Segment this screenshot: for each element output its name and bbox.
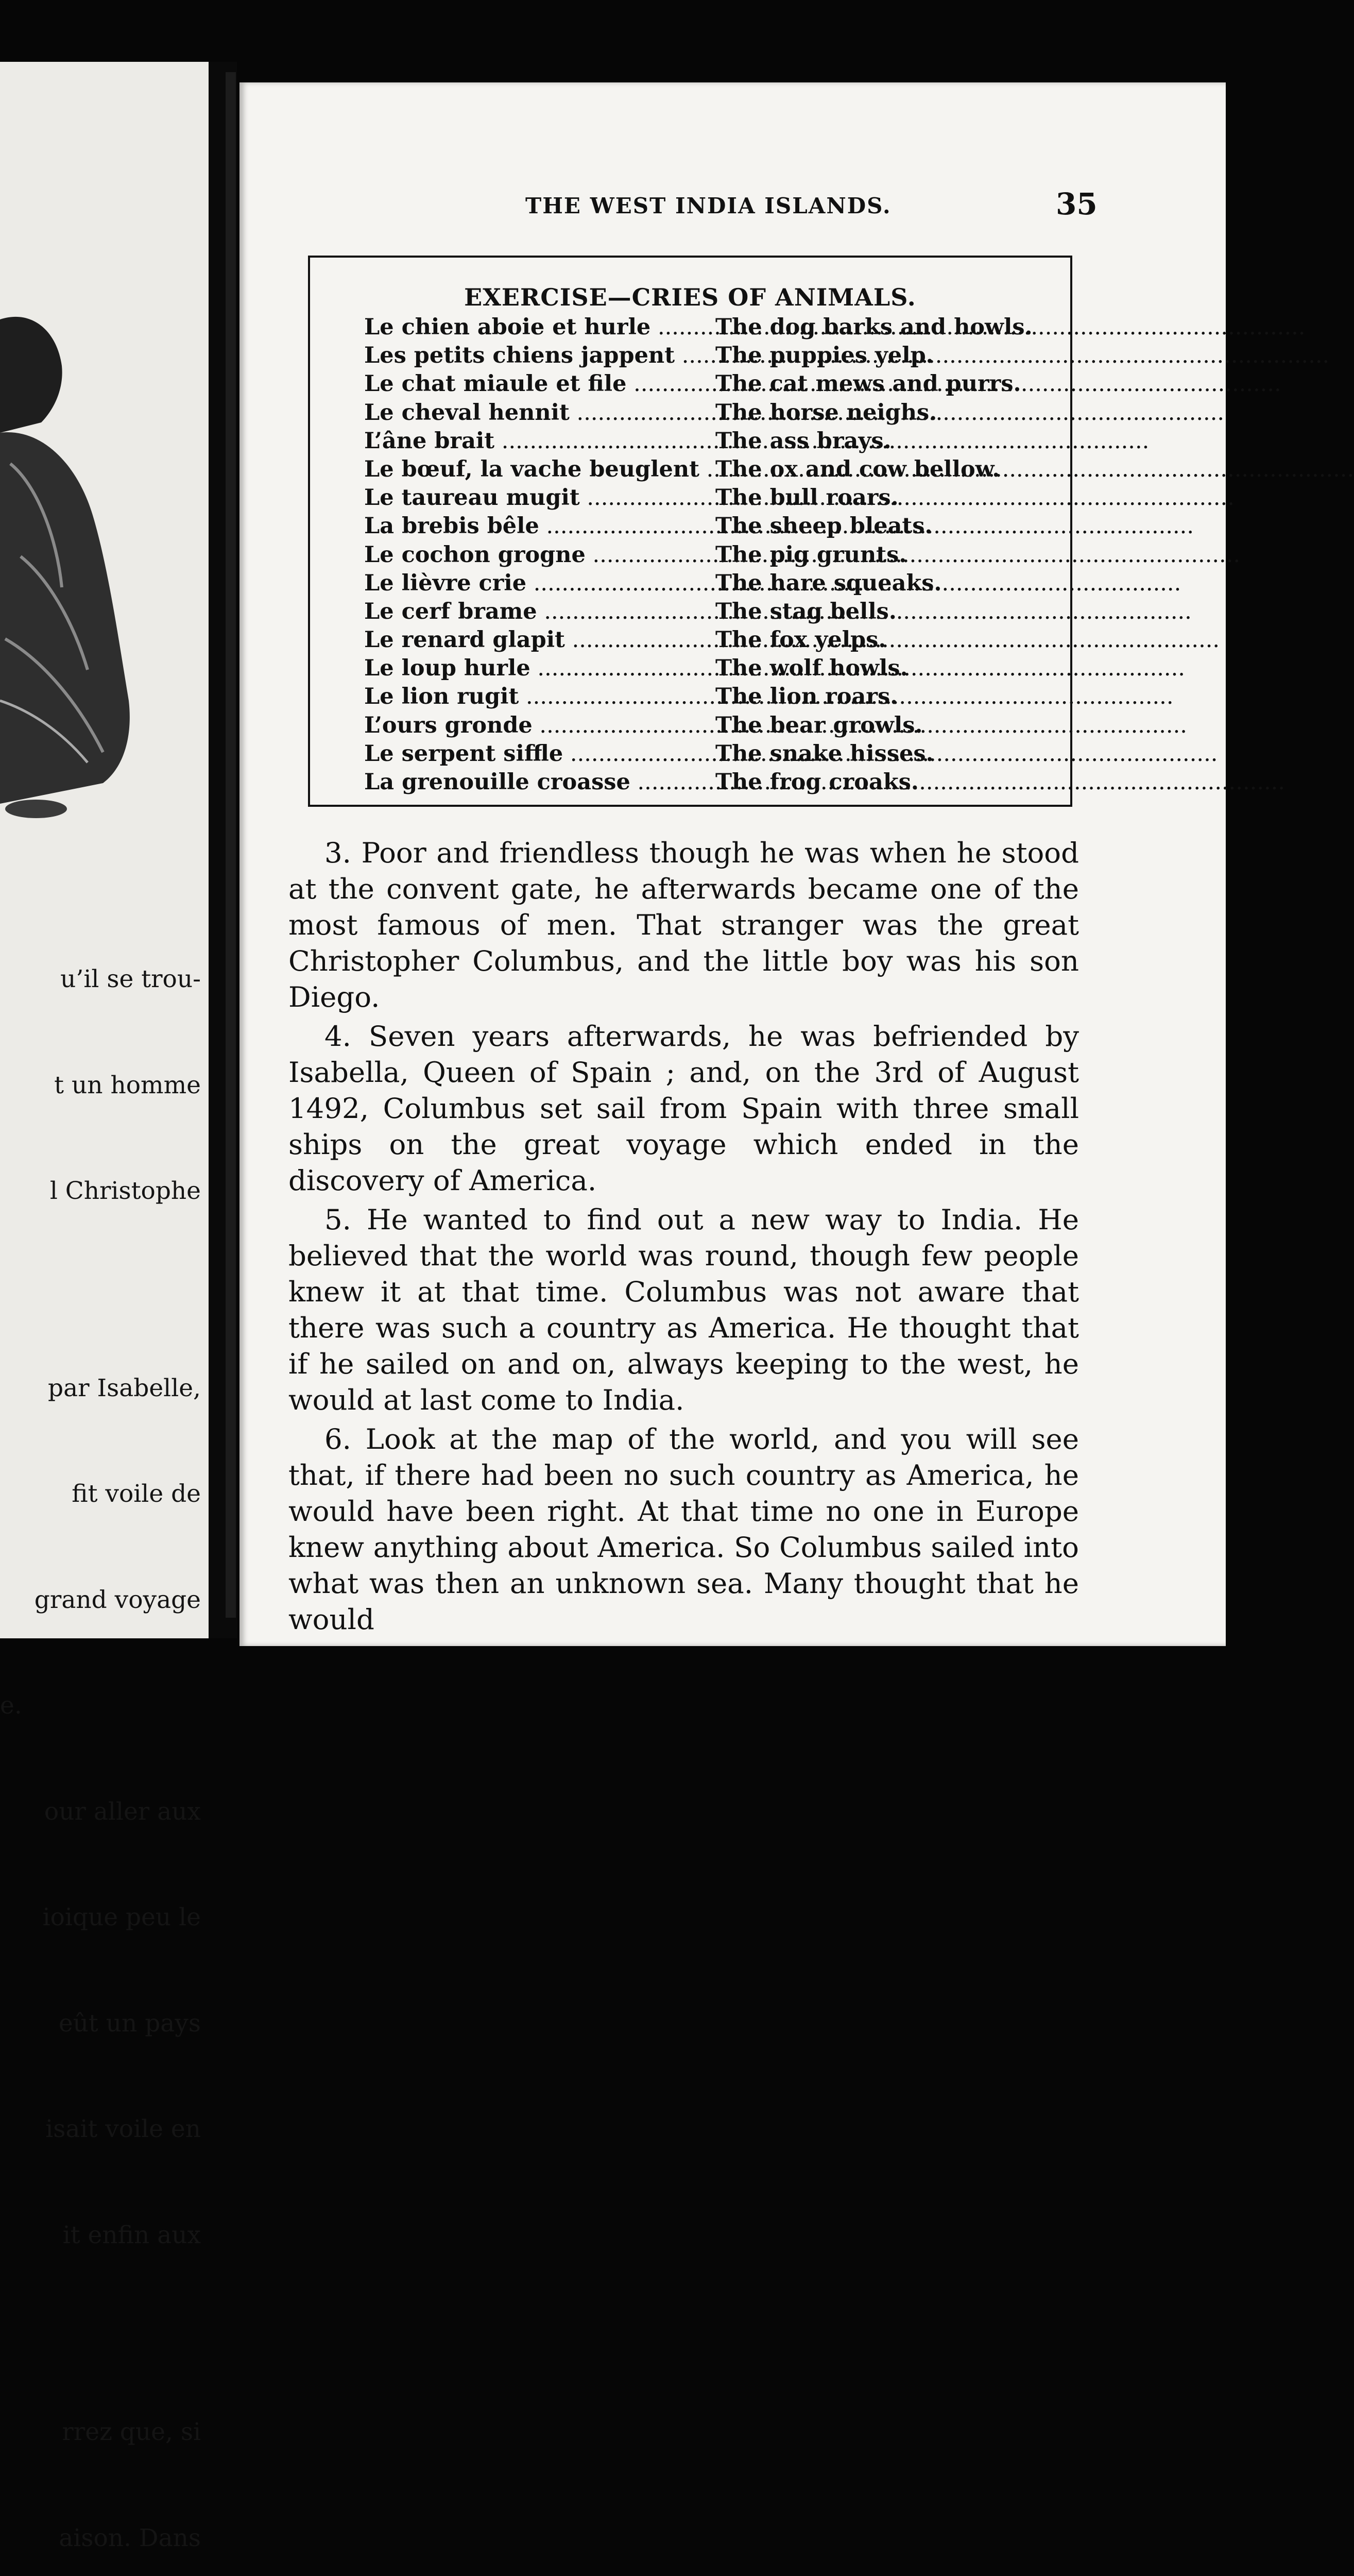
- french-phrase: L’ours gronde .....: [364, 713, 715, 738]
- left-line: aison. Dans: [59, 2523, 201, 2552]
- exercise-row: [364, 371, 1034, 399]
- french-phrase: Le chien aboie et hurle .....: [364, 314, 715, 340]
- left-line: it enfin aux: [62, 2221, 201, 2249]
- english-translation: The dog barks and howls.: [715, 314, 1033, 340]
- english-translation: The sheep bleats.: [715, 513, 933, 539]
- english-translation: The cat mews and purrs.: [715, 371, 1021, 397]
- english-translation: The stag bells.: [715, 598, 897, 624]
- exercise-row: [364, 428, 1034, 456]
- left-line: fit voile de: [72, 1480, 201, 1508]
- english-translation: The wolf howls.: [715, 655, 908, 682]
- french-phrase: Le lion rugit .....: [364, 684, 715, 709]
- exercise-row: [364, 655, 1034, 684]
- english-translation: The bull roars.: [715, 485, 899, 511]
- exercise-table: [364, 314, 1034, 798]
- left-line: isait voile en: [45, 2115, 201, 2143]
- french-phrase: Le serpent siffle .....: [364, 741, 715, 767]
- english-translation: The puppies yelp.: [715, 343, 934, 369]
- left-line: eût un pays: [58, 2009, 201, 2038]
- french-phrase: Le cochon grogne .....: [364, 542, 715, 568]
- left-line: rrez que, si: [62, 2418, 201, 2446]
- left-line: l Christophe: [49, 1177, 201, 1205]
- exercise-row: [364, 343, 1034, 371]
- english-translation: The bear growls.: [715, 712, 923, 738]
- french-phrase: La brebis bêle .....: [364, 513, 715, 539]
- left-line-gap: [0, 1280, 201, 1300]
- exercise-row: [364, 627, 1034, 655]
- french-phrase: Le loup hurle .....: [364, 655, 715, 681]
- french-phrase: Les petits chiens jappent .....: [364, 343, 715, 368]
- left-facing-page: [0, 62, 209, 2552]
- left-line-gap: [0, 2324, 201, 2344]
- left-line: our aller aux: [44, 1797, 201, 1826]
- french-phrase: L’âne brait .....: [364, 428, 715, 454]
- paragraph: 5. He wanted to find out a new way to India. He believed that the world was round, though few people knew it at that time. Columbus was not aware that there was such a country as America. He thought that if he sailed on and on, always keeping to the west, he would at last come to India.: [288, 1203, 1079, 1416]
- gutter-edge: [226, 72, 236, 1618]
- english-translation: The horse neighs.: [715, 399, 937, 426]
- exercise-row: [364, 400, 1034, 428]
- exercise-box: [308, 256, 1072, 807]
- french-phrase: Le lièvre crie .....: [364, 570, 715, 596]
- paragraph: 4. Seven years afterwards, he was befriended by Isabella, Queen of Spain ; and, on the 3rd of August 1492, Columbus set sail from Spain with three small ships on the great voyage which ended in the discovery of America.: [288, 1020, 1079, 1197]
- english-translation: The lion roars.: [715, 684, 898, 710]
- left-line: grand voyage: [34, 1585, 201, 1614]
- paragraph: 3. Poor and friendless though he was when he stood at the convent gate, he afterwards became one of the most famous of men. That stranger was the great Christopher Columbus, and the little boy was his son Diego.: [288, 836, 1079, 1013]
- english-translation: The frog croaks.: [715, 769, 919, 795]
- english-translation: The fox yelps.: [715, 627, 886, 653]
- exercise-row: [364, 684, 1034, 712]
- french-phrase: Le chat miaule et file .....: [364, 371, 715, 397]
- french-phrase: Le cerf brame .....: [364, 599, 715, 624]
- page-number: 35: [1056, 187, 1098, 222]
- left-line: par Isabelle,: [48, 1374, 201, 1402]
- exercise-row: [364, 741, 1034, 769]
- french-phrase: Le bœuf, la vache beuglent .....: [364, 456, 715, 482]
- english-translation: The pig grunts.: [715, 541, 907, 568]
- exercise-row: [364, 599, 1034, 627]
- paragraph: 6. Look at the map of the world, and you will see that, if there had been no such country as America, he would have been right. At that time no one in Europe knew anything about America. So Columbus sailed into what was then an unknown sea. Many thought that he would: [288, 1422, 1079, 1636]
- running-head: THE WEST INDIA ISLANDS.: [525, 193, 892, 218]
- french-phrase: Le cheval hennit .....: [364, 400, 715, 426]
- left-line: ioique peu le: [42, 1903, 201, 1931]
- exercise-row: [364, 713, 1034, 741]
- english-translation: The snake hisses.: [715, 740, 934, 767]
- exercise-row: [364, 314, 1034, 343]
- exercise-row: [364, 769, 1034, 798]
- exercise-row: [364, 570, 1034, 599]
- left-line: e.: [0, 1691, 22, 1720]
- left-line: t un homme: [54, 1071, 201, 1099]
- engraving-illustration: [0, 247, 136, 829]
- exercise-row: [364, 456, 1034, 485]
- body-text: [288, 835, 1079, 1640]
- exercise-row: [364, 485, 1034, 513]
- exercise-row: [364, 513, 1034, 541]
- french-phrase: Le taureau mugit .....: [364, 485, 715, 511]
- english-translation: The ox and cow bellow.: [715, 456, 1000, 482]
- english-translation: The hare squeaks.: [715, 570, 942, 596]
- left-page-text: [0, 891, 201, 2576]
- french-phrase: La grenouille croasse .....: [364, 769, 715, 795]
- french-phrase: Le renard glapit .....: [364, 627, 715, 653]
- exercise-title: EXERCISE—CRIES OF ANIMALS.: [464, 283, 916, 311]
- english-translation: The ass brays.: [715, 428, 892, 454]
- left-line: u’il se trou-: [60, 965, 201, 993]
- exercise-row: [364, 542, 1034, 570]
